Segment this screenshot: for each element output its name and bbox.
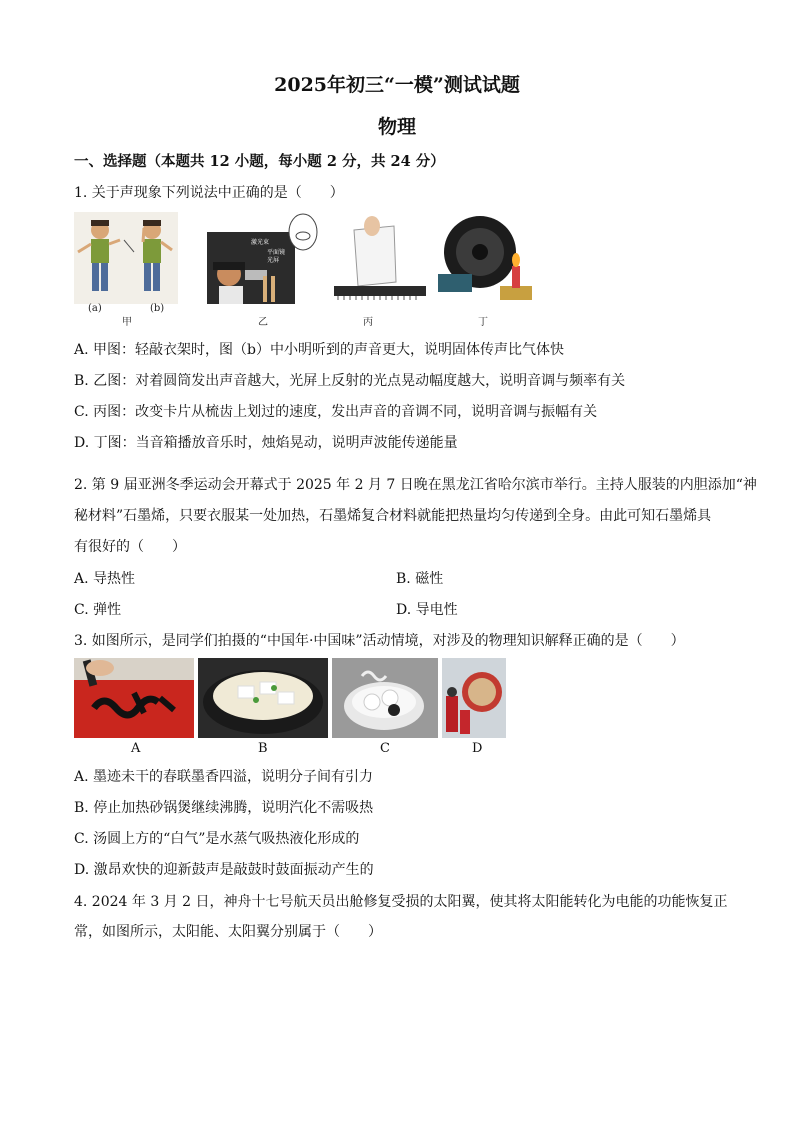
q2-option-d[interactable]: D. 导电性	[396, 602, 458, 618]
photo-c-tangyuan	[332, 658, 438, 738]
q1-option-a[interactable]: A. 甲图：轻敲衣架时，图（b）中小明听到的声音更大，说明固体传声比气体快	[74, 342, 564, 358]
question-4-line-1: 4. 2024 年 3 月 2 日，神舟十七号航天员出舱修复受损的太阳翼，使其将太阳能转化为电能的功能恢复正	[74, 894, 728, 910]
q2-option-a[interactable]: A. 导热性	[74, 571, 136, 587]
photo-a-calligraphy	[74, 658, 194, 738]
caption-bing: 丙	[363, 317, 373, 328]
q3-option-b[interactable]: B. 停止加热砂锅煲继续沸腾，说明汽化不需吸热	[74, 800, 374, 816]
caption-a: (a)	[88, 303, 102, 314]
q3-option-c[interactable]: C. 汤圆上方的“白气”是水蒸气吸热液化形成的	[74, 831, 360, 847]
question-2-line-2: 秘材料”石墨烯，只要衣服某一处加热，石墨烯复合材料就能把热量均匀传递到全身。由此可知石墨烯具	[74, 508, 712, 524]
photo-caption-d: D	[472, 741, 483, 756]
caption-yi: 乙	[258, 317, 268, 328]
figure-ding	[438, 208, 536, 304]
caption-b: (b)	[150, 303, 165, 314]
photo-caption-a: A	[131, 741, 141, 756]
section-heading: 一、选择题（本题共 12 小题，每小题 2 分，共 24 分）	[74, 153, 445, 170]
photo-b-clay-pot	[198, 658, 328, 738]
q2-option-c[interactable]: C. 弹性	[74, 602, 122, 618]
caption-jia: 甲	[122, 317, 132, 328]
figure-yi	[207, 212, 319, 304]
q1-option-b[interactable]: B. 乙图：对着圆筒发出声音越大，光屏上反射的光点晃动幅度越大，说明音调与频率有关	[74, 373, 626, 389]
photo-caption-c: C	[380, 741, 390, 756]
q3-option-a[interactable]: A. 墨迹未干的春联墨香四溢，说明分子间有引力	[74, 769, 374, 785]
figure-bing	[334, 212, 426, 302]
q3-option-d[interactable]: D. 激昂欢快的迎新鼓声是敲鼓时鼓面振动产生的	[74, 862, 374, 878]
caption-ding: 丁	[478, 317, 488, 328]
question-4-line-2: 常，如图所示，太阳能、太阳翼分别属于（ ）	[74, 924, 382, 940]
svg-text:光屏: 光屏	[267, 257, 280, 264]
photo-d-drum	[442, 658, 506, 738]
q2-option-b[interactable]: B. 磁性	[396, 571, 444, 587]
photo-caption-b: B	[258, 741, 268, 756]
q1-option-c[interactable]: C. 丙图：改变卡片从梳齿上划过的速度，发出声音的音调不同，说明音调与振幅有关	[74, 404, 598, 420]
svg-text:平面镜: 平面镜	[267, 249, 286, 256]
question-3-stem: 3. 如图所示，是同学们拍摄的“中国年·中国味”活动情境，对涉及的物理知识解释正确的是（ ）	[74, 633, 685, 649]
q1-option-d[interactable]: D. 丁图：当音箱播放音乐时，烛焰晃动，说明声波能传递能量	[74, 435, 458, 451]
subject-title: 物理	[377, 116, 416, 138]
svg-text:激光束: 激光束	[251, 239, 270, 246]
figure-jia	[74, 212, 178, 304]
exam-title: 2025年初三“一模”测试试题	[274, 74, 520, 96]
question-2-line-3: 有很好的（ ）	[74, 539, 186, 555]
question-2-line-1: 2. 第 9 届亚洲冬季运动会开幕式于 2025 年 2 月 7 日晚在黑龙江省哈尔滨市举行。主持人服装的内胆添加“神	[74, 477, 757, 493]
question-1-stem: 1. 关于声现象下列说法中正确的是（ ）	[74, 185, 344, 201]
